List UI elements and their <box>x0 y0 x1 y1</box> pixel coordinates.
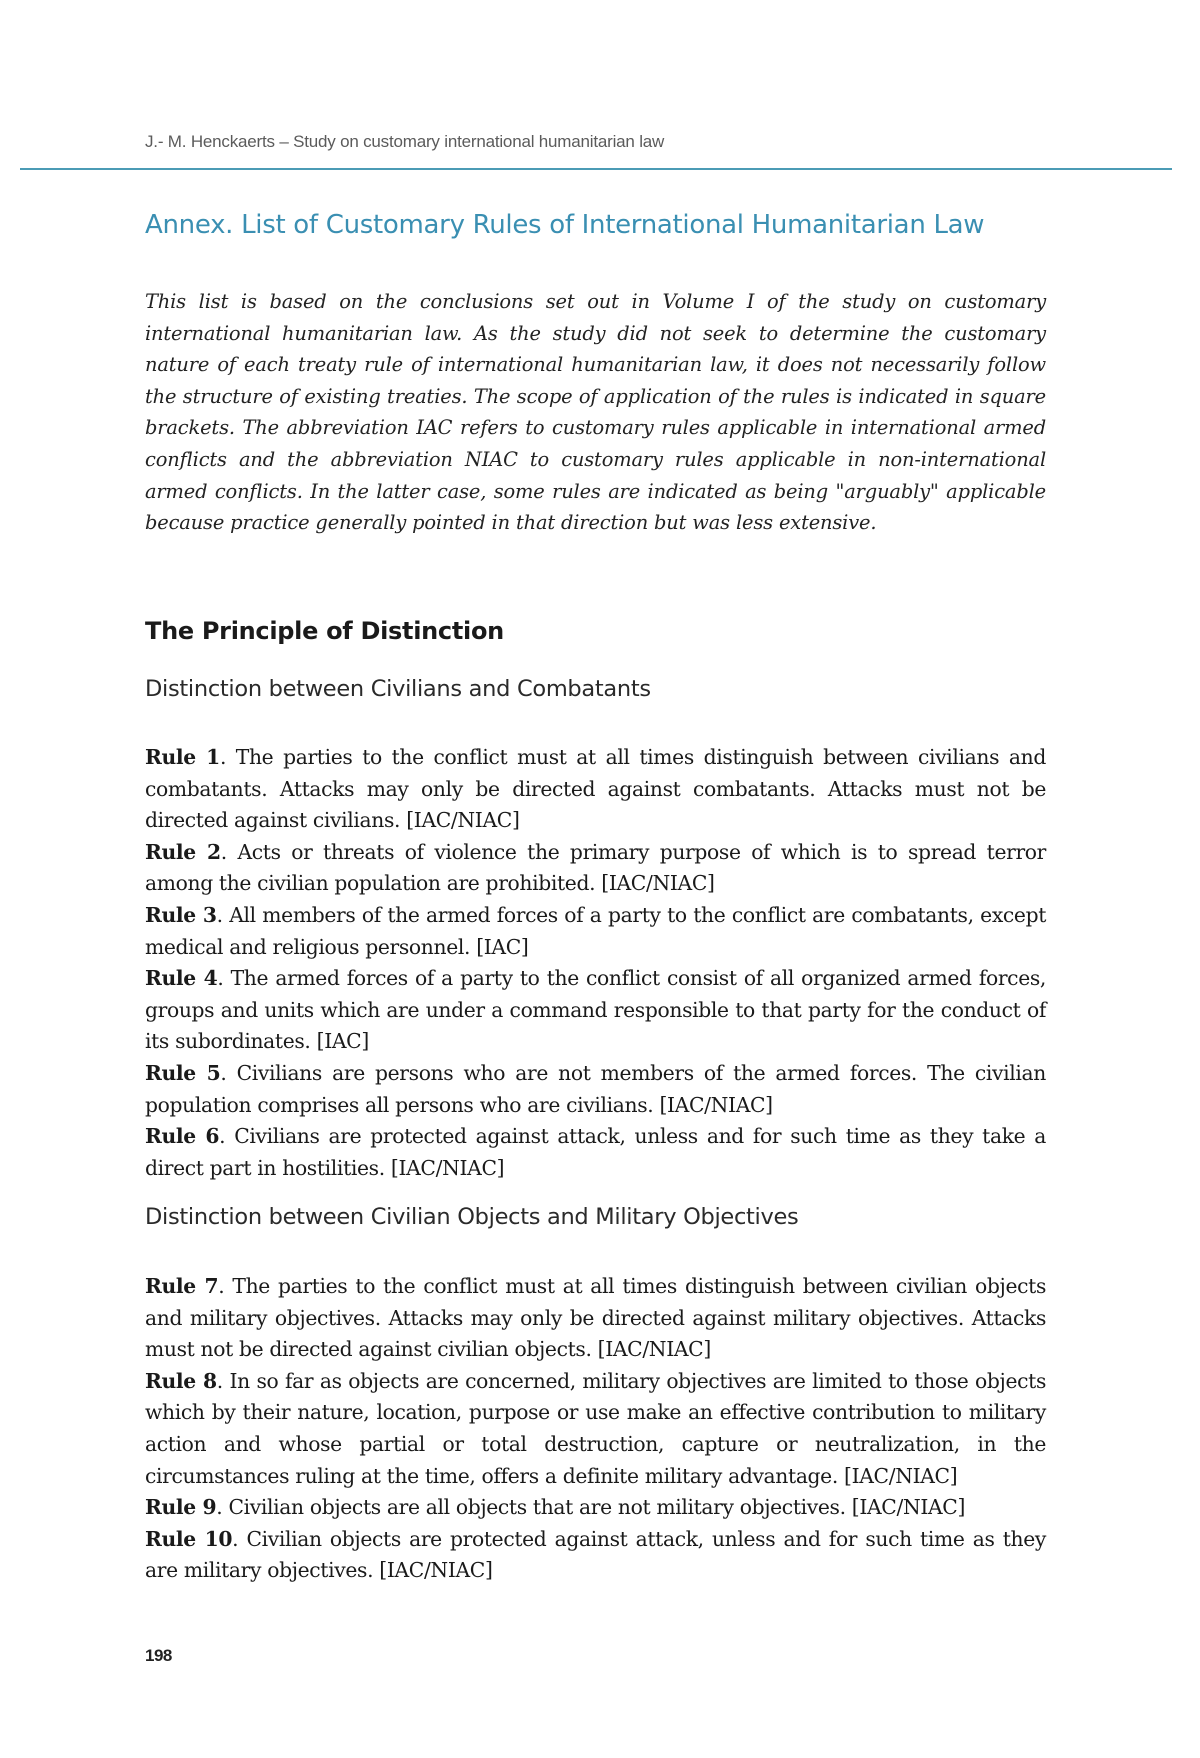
rule-item <box>145 1524 1046 1587</box>
rule-label: Rule 6 <box>145 1124 220 1149</box>
rule-item <box>145 1271 1046 1366</box>
rule-item <box>145 1492 1046 1524</box>
subsection-title-objects-objectives: Distinction between Civilian Objects and Military Objectives <box>145 1204 799 1230</box>
rule-item <box>145 837 1046 900</box>
rule-text: . Civilians are protected against attack, unless and for such time as they take a direct part in hostilities. [IAC/NIAC] <box>145 1124 1047 1180</box>
rule-label: Rule 5 <box>145 1060 221 1085</box>
rule-text: . The parties to the conflict must at all times distinguish between civilian objects and military objectives. Attacks may only be directed against military objectives. Attacks must not be directed against civilian objects. [IAC/NIAC] <box>145 1274 1047 1362</box>
rule-label: Rule 2 <box>145 839 221 864</box>
rule-text: . Civilian objects are all objects that are not military objectives. [IAC/NIAC] <box>216 1495 966 1520</box>
rule-label: Rule 3 <box>145 902 217 927</box>
page-number: 198 <box>145 1646 172 1665</box>
annex-title: Annex. List of Customary Rules of International Humanitarian Law <box>145 210 985 240</box>
rule-item <box>145 742 1046 837</box>
rule-item <box>145 963 1046 1058</box>
rule-label: Rule 4 <box>145 966 218 991</box>
rule-item <box>145 900 1046 963</box>
rule-label: Rule 7 <box>145 1274 219 1298</box>
rule-item <box>145 1058 1046 1121</box>
subsection-title-civilians-combatants: Distinction between Civilians and Combatants <box>145 676 651 702</box>
rule-text: . Civilians are persons who are not members of the armed forces. The civilian population comprises all persons who are civilians. [IAC/NIAC] <box>145 1060 1046 1117</box>
section-title: The Principle of Distinction <box>145 617 504 645</box>
rule-label: Rule 10 <box>145 1526 233 1551</box>
rule-item <box>145 1121 1046 1184</box>
rule-list-objects-objectives <box>145 1271 1046 1587</box>
rule-label: Rule 1 <box>145 745 220 769</box>
rule-label: Rule 9 <box>145 1495 217 1520</box>
intro-paragraph: This list is based on the conclusions set out in Volume I of the study on customary international humanitarian law. As the study did not seek to determine the customary nature of each treaty rule of international humanitarian law, it does not necessarily follow the structure of existing treaties. The scope of application of the rules is indicated in square brackets. The abbreviation IAC refers to customary rules applicable in international armed conflicts and the abbreviation NIAC to customary rules applicable in non-international armed conflicts. In the latter case, some rules are indicated as being "arguably" applicable because practice generally pointed in that direction but was less extensive. <box>145 290 1046 535</box>
rule-text: . The parties to the conflict must at all times distinguish between civilians and combatants. Attacks may only be directed against combatants. Attacks must not be directed against civilians. [IAC/NIAC] <box>145 745 1046 833</box>
rule-text: . Civilian objects are protected against attack, unless and for such time as they are military objectives. [IAC/NIAC] <box>145 1526 1047 1583</box>
rule-text: . The armed forces of a party to the conflict consist of all organized armed forces, groups and units which are under a command responsible to that party for the conduct of its subordinates. [IAC] <box>145 966 1046 1054</box>
rule-item <box>145 1366 1046 1492</box>
running-header: J.- M. Henckaerts – Study on customary international humanitarian law <box>145 132 665 151</box>
rule-text: . All members of the armed forces of a party to the conflict are combatants, except medical and religious personnel. [IAC] <box>145 902 1047 959</box>
rule-text: . Acts or threats of violence the primary purpose of which is to spread terror among the civilian population are prohibited. [IAC/NIAC] <box>145 839 1047 896</box>
header-divider <box>20 168 1172 170</box>
rule-label: Rule 8 <box>145 1368 217 1393</box>
rule-text: . In so far as objects are concerned, military objectives are limited to those objects which by their nature, location, purpose or use make an effective contribution to military action and whose partial or total destruction, capture or neutralization, in the circumstances ruling at the time, offers a definite military advantage. [IAC/NIAC] <box>145 1368 1046 1488</box>
rule-list-civilians-combatants <box>145 742 1046 1184</box>
